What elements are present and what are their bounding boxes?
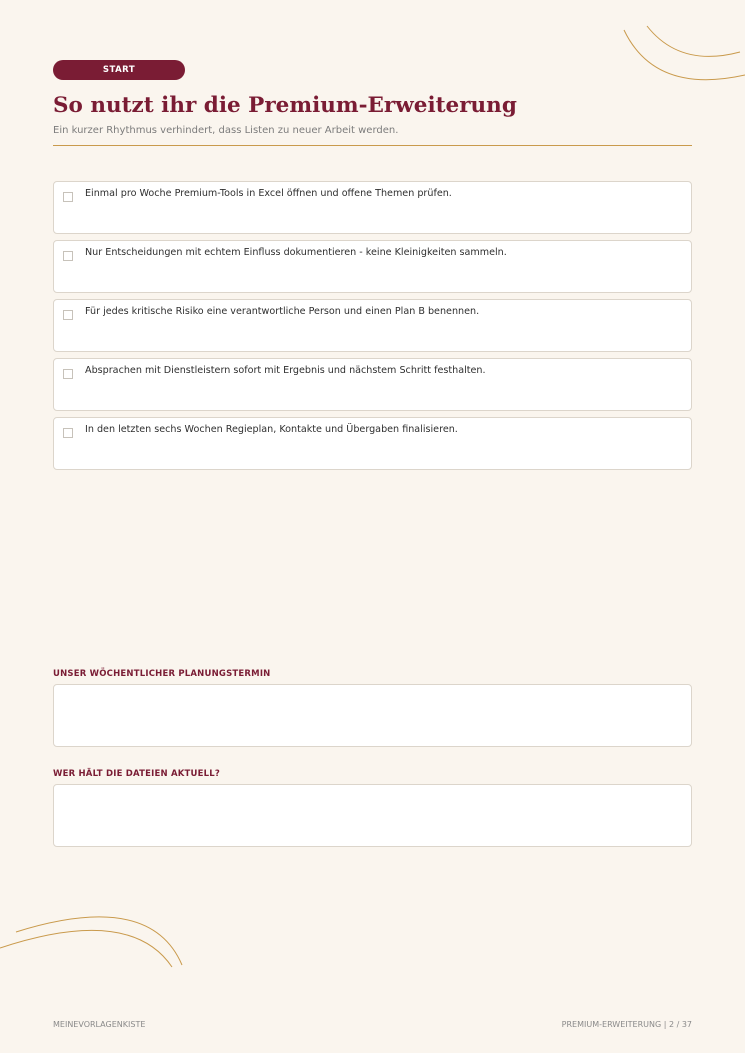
checklist-item-text: Nur Entscheidungen mit echtem Einfluss dokumentieren - keine Kleinigkeiten sammeln.: [85, 247, 507, 258]
checklist-item[interactable]: [53, 417, 692, 470]
checkbox[interactable]: [63, 251, 73, 261]
checkbox[interactable]: [63, 428, 73, 438]
footer-brand: MEINEVORLAGENKISTE: [53, 1020, 146, 1029]
file-owner-field[interactable]: [53, 784, 692, 847]
decorative-arcs-bottom: [0, 905, 190, 975]
start-badge: START: [53, 60, 185, 80]
checkbox[interactable]: [63, 192, 73, 202]
checklist-item[interactable]: [53, 358, 692, 411]
checklist: [53, 181, 692, 476]
file-owner-label: WER HÄLT DIE DATEIEN AKTUELL?: [53, 769, 220, 779]
page-title: So nutzt ihr die Premium-Erweiterung: [53, 93, 517, 118]
planning-meeting-label: UNSER WÖCHENTLICHER PLANUNGSTERMIN: [53, 669, 271, 679]
checklist-item[interactable]: [53, 299, 692, 352]
decorative-arcs-top: [600, 0, 745, 95]
checkbox[interactable]: [63, 310, 73, 320]
checklist-item-text: Für jedes kritische Risiko eine verantwortliche Person und einen Plan B benennen.: [85, 306, 480, 317]
checklist-item[interactable]: [53, 240, 692, 293]
title-divider: [53, 145, 692, 146]
checklist-item-text: Einmal pro Woche Premium-Tools in Excel öffnen und offene Themen prüfen.: [85, 188, 452, 199]
checklist-item[interactable]: [53, 181, 692, 234]
page-subtitle: Ein kurzer Rhythmus verhindert, dass Listen zu neuer Arbeit werden.: [53, 125, 399, 136]
checklist-item-text: In den letzten sechs Wochen Regieplan, Kontakte und Übergaben finalisieren.: [85, 424, 458, 435]
checklist-item-text: Absprachen mit Dienstleistern sofort mit Ergebnis und nächstem Schritt festhalten.: [85, 365, 486, 376]
planning-meeting-field[interactable]: [53, 684, 692, 747]
footer-page-info: PREMIUM-ERWEITERUNG | 2 / 37: [561, 1020, 692, 1029]
checkbox[interactable]: [63, 369, 73, 379]
